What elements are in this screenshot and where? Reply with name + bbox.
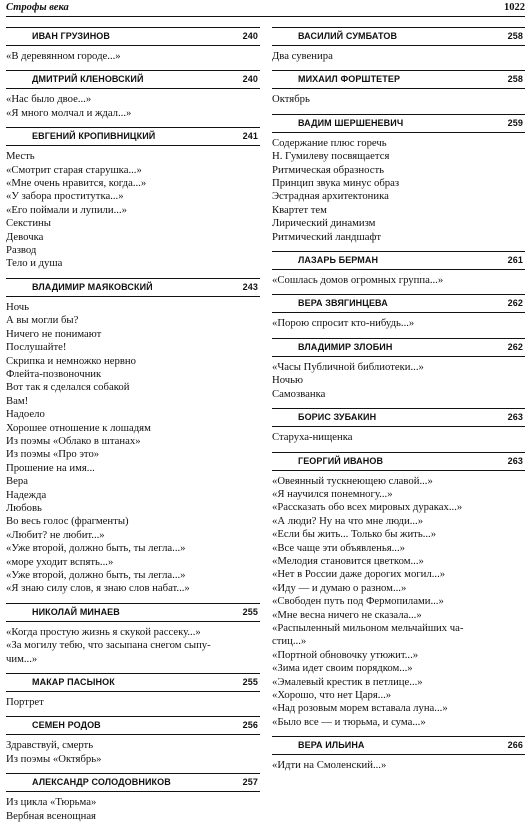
poem-title: Ритмический ландшафт [272,230,382,243]
poem-list [272,475,525,730]
poem-title: «Распыленный мильоном мельчайших ча- [272,621,464,634]
poem-title: Послушайте! [6,341,67,354]
poem-title: Прошение на имя... [6,461,95,474]
poem-title: Ночью [272,374,304,387]
poem-title: чим...» [6,652,38,665]
author-heading [272,114,525,133]
author-page-number: 263 [507,455,523,466]
poem-title: «Сошлась домов огромных группа...» [272,274,444,287]
poem-title: Скрипка и немножко нервно [6,354,136,367]
author-heading [272,408,525,427]
left-column [6,27,260,830]
poem-list [272,93,525,106]
poem-title: «Я много молчал и ждал...» [6,106,132,119]
poem-title: «Смотрит старая старушка...» [6,163,142,176]
poem-title: Принцип звука минус образ [272,177,400,190]
poem-title: Самозванка [272,387,326,400]
poem-title: «Рассказать обо всех мировых дураках...» [272,501,463,514]
author-section [272,452,525,730]
author-section [6,27,260,63]
author-name: ВАДИМ ШЕРШЕНЕВИЧ [298,117,404,128]
poem-title: «Эмалевый крестик в петлице...» [272,675,423,688]
author-section [272,408,525,444]
author-section [272,114,525,244]
poem-title: «Часы Публичной библиотеки...» [272,360,424,373]
author-heading [272,452,525,471]
author-section [6,716,260,766]
running-head-title: Строфы века [6,2,69,13]
author-section [6,673,260,709]
poem-title: «В деревянном городе...» [6,50,121,62]
poem-title: Октябрь [272,93,310,106]
poem-title: Вера [6,475,28,488]
poem-title: А вы могли бы? [6,314,79,327]
author-page-number: 240 [242,74,258,85]
poem-title: «Уже второй, должно быть, ты легла...» [6,542,186,555]
author-section [272,338,525,401]
author-section [272,251,525,287]
author-name: ВЛАДИМИР ЗЛОБИН [298,341,393,352]
author-name: ИВАН ГРУЗИНОВ [32,31,111,41]
author-page-number: 255 [242,606,258,617]
author-section [272,27,525,63]
poem-title: Квартет тем [272,203,327,216]
author-heading [6,716,260,735]
author-name: ВЕРА ИЛЬИНА [298,740,365,751]
poem-title: «Порою спросит кто-нибудь...» [272,317,415,330]
poem-title: Ночь [6,300,30,313]
author-page-number: 258 [507,31,523,41]
poem-title: «Портной обновочку утюжит...» [272,648,419,661]
poem-title: Из цикла «Тюрьма» [6,796,97,809]
author-heading [272,338,525,357]
poem-title: Эстрадная архитектоника [272,190,389,203]
author-page-number: 256 [242,720,258,731]
author-heading [6,603,260,622]
poem-title: «За могилу тебю, что засыпана снегом сыпу- [6,639,211,652]
poem-title: «Мелодия становится цветком...» [272,554,424,567]
poem-title: Тело и душа [6,257,63,270]
poem-title: «Нас было двое...» [6,93,92,106]
poem-list [6,739,260,766]
poem-title: Секстины [6,217,51,230]
poem-title: Лирический динамизм [272,217,376,230]
author-name: ГЕОРГИЙ ИВАНОВ [298,455,384,466]
poem-title: Флейта-позвоночник [6,367,102,380]
poem-title: Вот так я сделался собакой [6,381,130,394]
poem-title: Месть [6,150,35,163]
author-page-number: 258 [507,74,523,85]
poem-title: «Мне очень нравится, когда...» [6,177,147,190]
author-heading [272,27,525,46]
author-name: ВЛАДИМИР МАЯКОВСКИЙ [32,281,153,292]
poem-list [6,50,260,63]
right-column [272,27,525,780]
poem-title: Здравствуй, смерть [6,739,94,752]
author-heading [6,278,260,297]
poem-title: «А люди? Ну на что мне люди...» [272,514,424,527]
author-heading [6,70,260,89]
author-page-number: 262 [507,298,523,309]
poem-list [272,137,525,244]
author-name: ЛАЗАРЬ БЕРМАН [298,255,379,266]
poem-title: «Свободен путь под Фермопилами...» [272,595,444,608]
author-section [272,70,525,106]
poem-list [272,361,525,401]
author-section [6,773,260,823]
poem-title: Из поэмы «Октябрь» [6,752,102,765]
author-section [6,127,260,271]
poem-title: «Зима идет своим порядком...» [272,662,413,675]
poem-title: «Иду — и думаю о разном...» [272,581,407,594]
author-name: АЛЕКСАНДР СОЛОДОВНИКОВ [32,777,171,788]
author-page-number: 255 [242,677,258,688]
author-heading [272,294,525,313]
author-page-number: 243 [242,281,258,292]
author-page-number: 266 [507,740,523,751]
poem-list [272,317,525,330]
poem-list [272,759,525,772]
poem-title: «Любит? не любит...» [6,528,105,541]
poem-title: Любовь [6,501,42,514]
poem-list [272,274,525,287]
author-heading [272,251,525,270]
poem-title: Надежда [6,488,47,501]
author-heading [6,27,260,46]
poem-list [6,626,260,666]
author-name: МИХАИЛ ФОРШТЕТЕР [298,74,401,85]
author-name: СЕМЕН РОДОВ [32,720,101,731]
author-page-number: 241 [242,131,258,142]
poem-title: «Когда простую жизнь я скукой рассеку...» [6,625,201,638]
poem-title: «Овеянный тускнеющею славой...» [272,474,433,487]
poem-title: «Нет в России даже дорогих могил...» [272,568,446,581]
poem-list [6,796,260,823]
poem-title: «У забора проститутка...» [6,190,124,203]
poem-title: Развод [6,244,37,257]
author-page-number: 257 [242,777,258,788]
author-page-number: 259 [507,117,523,128]
author-heading [272,736,525,755]
poem-title: стиц...» [272,635,307,648]
poem-title: «море уходит вспять...» [6,555,114,568]
author-section [6,603,260,666]
author-section [6,70,260,120]
poem-title: «Уже второй, должно быть, ты легла...» [6,569,186,581]
poem-title: Два сувенира [272,50,333,62]
poem-title: Из поэмы «Облако в штанах» [6,434,141,447]
author-heading [6,127,260,146]
author-section [272,294,525,330]
author-page-number: 261 [507,255,523,266]
poem-list [6,301,260,596]
poem-title: «Мне весна ничего не сказала...» [272,608,422,621]
author-heading [6,673,260,692]
author-section [272,736,525,772]
poem-list [6,150,260,271]
poem-title: Надоело [6,408,45,421]
author-name: ВАСИЛИЙ СУМБАТОВ [298,31,398,41]
poem-title: Портрет [6,696,44,709]
author-page-number: 240 [242,31,258,41]
author-name: ДМИТРИЙ КЛЕНОВСКИЙ [32,74,144,85]
author-name: ЕВГЕНИЙ КРОПИВНИЦКИЙ [32,131,156,142]
poem-list [272,50,525,63]
author-page-number: 263 [507,412,523,423]
author-name: НИКОЛАЙ МИНАЕВ [32,606,120,617]
poem-title: Вербная всенощная [6,809,96,822]
poem-title: «Было все — и тюрьма, и сума...» [272,715,426,728]
poem-list [6,93,260,120]
poem-title: Во весь голос (фрагменты) [6,515,129,528]
author-heading [6,773,260,792]
author-name: БОРИС ЗУБАКИН [298,412,377,423]
poem-title: Старуха-нищенка [272,431,353,444]
poem-title: «Я научился понемногу...» [272,487,393,500]
poem-title: «Я знаю силу слов, я знаю слов набат...» [6,582,190,595]
poem-title: Из поэмы «Про это» [6,448,100,461]
poem-list [6,696,260,709]
poem-title: Девочка [6,230,44,243]
poem-title: Содержание плюс горечь [272,136,387,149]
poem-title: «Хорошо, что нет Царя...» [272,689,392,701]
author-heading [272,70,525,89]
poem-title: Ритмическая образность [272,163,385,176]
author-section [6,278,260,596]
running-head [6,2,525,17]
author-page-number: 262 [507,341,523,352]
poem-list [272,431,525,444]
poem-title: «Если бы жить... Только бы жить...» [272,528,437,541]
poem-title: Вам! [6,394,29,407]
page-number: 1022 [504,2,525,13]
poem-title: «Его поймали и лупили...» [6,203,127,216]
poem-title: «Все чаще эти объявленья...» [272,541,405,554]
author-name: МАКАР ПАСЫНОК [32,677,115,688]
author-name: ВЕРА ЗВЯГИНЦЕВА [298,298,388,309]
poem-title: Ничего не понимают [6,327,102,340]
poem-title: Н. Гумилеву посвящается [272,150,390,163]
poem-title: «Над розовым морем вставала луна...» [272,702,448,715]
poem-title: «Идти на Смоленский...» [272,759,387,772]
poem-title: Хорошее отношение к лошадям [6,421,151,434]
